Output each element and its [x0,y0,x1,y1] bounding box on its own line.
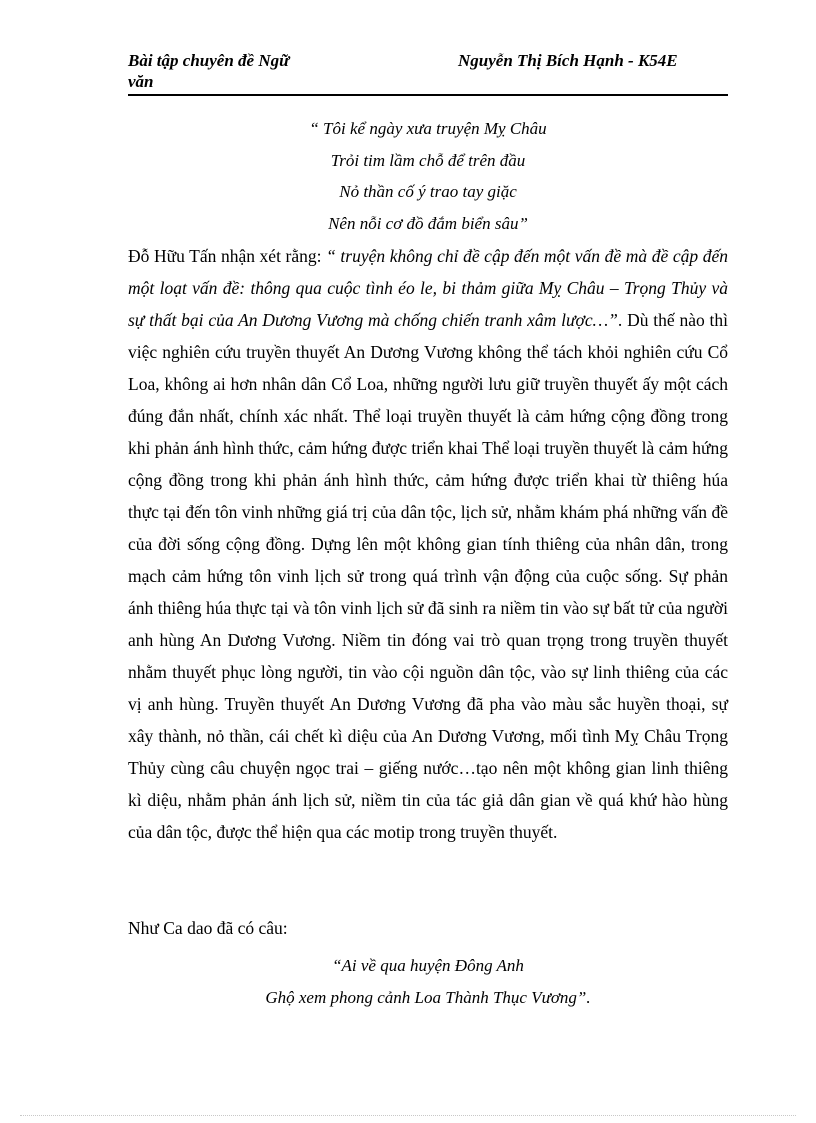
poem-line: Nỏ thần cố ý trao tay giặc [339,182,517,201]
closing-folk-verse [128,950,728,1014]
folk-verse-intro: Như Ca dao đã có câu: [128,918,288,938]
poem-line: Trỏi tim lầm chỗ để trên đầu [330,150,526,170]
opening-poem [128,113,728,239]
poem-line: Nên nỗi cơ đồ đắm biển sâu” [328,213,528,233]
body-main-text: . Dù thế nào thì việc nghiên cứu truyền thuyết An Dương Vương không thể tách khỏi nghiên cứu Cổ Loa, không ai hơn nhân dân Cổ Loa, những người lưu giữ truyền thuyết ấy một cách đúng đắn nhất, chính xác nhất. Thể loại truyền thuyết là cảm hứng cộng đồng trong khi phản ánh hình thức, cảm hứng được triển khai Thể loại truyền thuyết là cảm hứng cộng đồng trong khi phản ánh hình thức, cảm hứng được triển khai từ thiêng húa thực tại đến tôn vinh những giá trị của dân tộc, lịch sử, nhằm khám phá những vấn đề của đời sống cộng đồng. Dựng lên một không gian tính thiêng của nhân dân, trong mạch cảm hứng tôn vinh lịch sử trong quá trình vận động của cuộc sống. Sự phản ánh thiêng húa thực tại và tôn vinh lịch sử đã sinh ra niềm tin vào sự bất tử của người anh hùng An Dương Vương. Niềm tin đóng vai trò quan trọng trong truyền thuyết nhằm thuyết phục lòng người, tin vào cội nguồn dân tộc, vào sự linh thiêng của các vị anh hùng. Truyền thuyết An Dương Vương đã pha vào màu sắc huyền thoại, sự xây thành, nỏ thần, cái chết kì diệu của An Dương Vương, mối tình Mỵ Châu Trọng Thủy cùng câu chuyện ngọc trai – giếng nước…tạo nên một không gian linh thiêng kì diệu, nhằm phản ánh lịch sử, niềm tin của tác giả dân gian về quá khứ hào hùng của dân tộc, được thể hiện qua các motip trong truyền thuyết. [128,310,728,842]
poem-line: “Ai về qua huyện Đông Anh [332,956,524,975]
poem-line: “ Tôi kể ngày xưa truyện Mỵ Châu [309,119,547,138]
header-subject: Bài tập chuyên đề Ngữ văn [128,51,290,91]
body-lead-in: Đỗ Hữu Tấn nhận xét rằng: [128,246,327,266]
poem-line: Ghộ xem phong cảnh Loa Thành Thục Vương”. [265,988,591,1007]
header-author: Nguyễn Thị Bích Hạnh - K54E [458,51,678,70]
page-header [128,50,728,96]
body-quote: “ truyện không chỉ đề cập đến một vấn đề mà đề cập đến một loạt vấn đề: thông qua cuộc tình éo le, bi thảm giữa Mỵ Châu – Trọng Thủy và sự thất bại của An Dương Vương mà chống chiến tranh xâm lược…” [128,246,728,330]
footer-divider [20,1115,796,1116]
body-paragraph [128,240,728,848]
